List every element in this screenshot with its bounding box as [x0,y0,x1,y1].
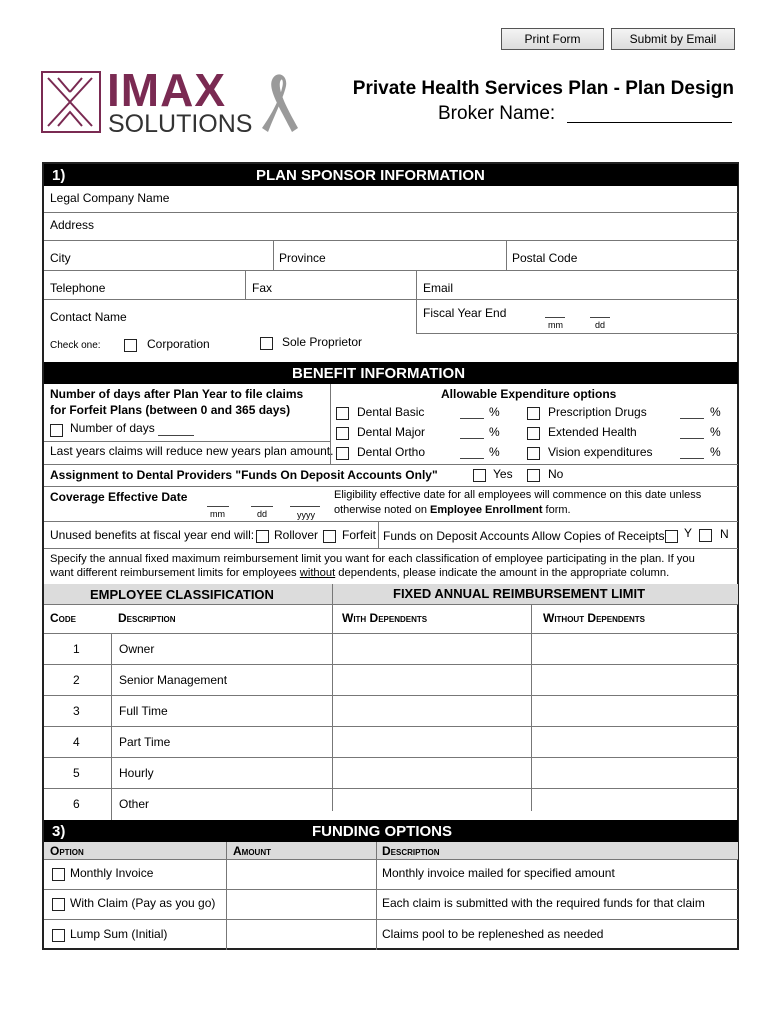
amount-col-header: Amount [233,844,271,858]
fiscal-year-end-label: Fiscal Year End [423,306,507,320]
rollover-label: Rollover [274,528,319,542]
funding-option-checkbox[interactable] [52,929,65,942]
without-dependents-field[interactable] [532,696,737,725]
row-divider [44,919,738,920]
allowable-expenditure-title: Allowable Expenditure options [441,387,617,401]
funding-option-checkbox[interactable] [52,898,65,911]
assignment-no-label: No [548,467,564,481]
prescription-pct-field[interactable] [680,418,704,419]
sole-proprietor-checkbox[interactable] [260,337,273,350]
without-dependents-field[interactable] [532,665,737,694]
extended-pct: % [710,425,721,439]
with-dependents-field[interactable] [333,727,530,756]
dental-ortho-checkbox[interactable] [336,447,349,460]
funding-option-label: Monthly Invoice [70,866,154,880]
dental-major-label: Dental Major [357,425,426,439]
check-one-label: Check one: [50,340,101,351]
fiscal-dd-field[interactable] [590,317,610,318]
broker-name-label: Broker Name: [438,103,556,124]
section3-title: FUNDING OPTIONS [312,823,453,840]
number-of-days-label: Number of days [70,421,155,435]
page-title: Private Health Services Plan - Plan Design [352,78,734,99]
row-code: 4 [73,734,80,749]
funding-amount-field[interactable] [227,860,375,888]
coverage-mm-label: mm [210,509,225,519]
row-divider [44,889,738,890]
section3-number: 3) [52,823,66,840]
number-of-days-field[interactable] [158,435,194,436]
vision-pct: % [710,445,721,459]
funding-option-label: Lump Sum (Initial) [70,926,168,941]
section1-number: 1) [52,167,66,184]
dental-basic-pct-field[interactable] [460,418,484,419]
without-dependents-field[interactable] [532,758,737,787]
telephone-label: Telephone [50,281,106,295]
coverage-dd-label: dd [257,509,268,519]
option-col-header: Option [50,844,84,858]
print-form-button[interactable]: Print Form [501,28,604,50]
fax-label: Fax [252,281,273,295]
dental-basic-pct: % [489,405,500,419]
coverage-date-label: Coverage Effective Date [50,490,188,504]
row-description: Full Time [119,703,168,718]
sole-proprietor-label: Sole Proprietor [282,335,363,349]
dental-basic-checkbox[interactable] [336,407,349,420]
forfeit-checkbox[interactable] [323,530,336,543]
dental-ortho-pct-field[interactable] [460,458,484,459]
extended-pct-field[interactable] [680,438,704,439]
days-to-file-line1: Number of days after Plan Year to file claims [50,387,304,401]
address-label: Address [50,218,95,232]
without-dependents-field[interactable] [532,789,737,819]
copies-no-checkbox[interactable] [699,529,712,542]
email-label: Email [423,281,454,295]
without-dependents-field[interactable] [532,727,737,756]
benefit-title: BENEFIT INFORMATION [292,365,466,382]
province-label: Province [279,251,326,265]
section1-title: PLAN SPONSOR INFORMATION [256,167,485,184]
postal-code-label: Postal Code [512,251,578,265]
corporation-label: Corporation [147,337,210,351]
coverage-yyyy-field[interactable] [290,506,320,507]
dental-major-pct: % [489,425,500,439]
vision-pct-field[interactable] [680,458,704,459]
legal-company-label: Legal Company Name [50,191,170,205]
copies-y-label: Y [684,526,693,540]
contact-name-label: Contact Name [50,310,127,324]
days-to-file-line2: for Forfeit Plans (between 0 and 365 days) [50,403,291,417]
dental-basic-label: Dental Basic [357,405,425,419]
fiscal-mm-field[interactable] [545,317,565,318]
funding-description: Claims pool to be repleneshed as needed [382,926,604,941]
fiscal-mm-label: mm [548,320,563,330]
with-dependents-field[interactable] [333,665,530,694]
coverage-mm-field[interactable] [207,506,229,507]
funding-amount-field[interactable] [227,920,375,949]
with-dependents-field[interactable] [333,758,530,787]
with-dependents-col-header: With Dependents [342,611,428,625]
section3-header [44,820,738,842]
funding-description: Monthly invoice mailed for specified amount [382,866,615,880]
funding-option-checkbox[interactable] [52,868,65,881]
eligibility-line1: Eligibility effective date for all employees will commence on this date unless [334,489,702,501]
logo-sub-text: SOLUTIONS [108,110,253,138]
copies-n-label: N [720,527,729,541]
funds-copies-label: Funds on Deposit Accounts Allow Copies of Receipts [383,529,665,543]
logo-brand-text: IMAX [107,64,226,116]
with-dependents-field[interactable] [333,789,530,819]
eligibility-line2: otherwise noted on Employee Enrollment form. [334,504,571,516]
vision-label: Vision expenditures [548,445,653,459]
funding-option-label: With Claim (Pay as you go) [70,896,216,910]
without-dependents-col-header: Without Dependents [543,611,645,625]
broker-name-field[interactable] [567,122,732,123]
row-description: Part Time [119,734,171,749]
funding-amount-field[interactable] [227,890,375,918]
row-description: Hourly [119,765,154,780]
vision-checkbox[interactable] [527,447,540,460]
fixed-annual-limit-title: FIXED ANNUAL REIMBURSEMENT LIMIT [393,586,646,601]
forfeit-label: Forfeit [342,528,377,542]
row-code: 5 [73,765,80,780]
dental-ortho-label: Dental Ortho [357,445,426,459]
assignment-yes-checkbox[interactable] [473,469,486,482]
rollover-checkbox[interactable] [256,530,269,543]
city-label: City [50,251,71,265]
assignment-no-checkbox[interactable] [527,469,540,482]
funding-description-col-header: Description [382,844,440,858]
employee-classification-title: EMPLOYEE CLASSIFICATION [90,587,274,602]
dental-ortho-pct: % [489,445,500,459]
specify-line1: Specify the annual fixed maximum reimbursement limit you want for each classification of employee participating in the plan. If you [50,553,695,565]
code-col-header: Code [50,611,77,625]
dental-major-pct-field[interactable] [460,438,484,439]
copies-yes-checkbox[interactable] [665,530,678,543]
section1-header [44,164,738,186]
prescription-pct: % [710,405,721,419]
prescription-drugs-label: Prescription Drugs [548,405,647,419]
number-of-days-checkbox[interactable] [50,424,63,437]
coverage-yyyy-label: yyyy [297,510,315,520]
description-col-header: Description [118,611,176,625]
submit-by-email-button[interactable]: Submit by Email [611,28,735,50]
assignment-label: Assignment to Dental Providers "Funds On Deposit Accounts Only" [50,468,438,482]
row-description: Other [119,797,150,811]
dental-major-checkbox[interactable] [336,427,349,440]
row-code: 2 [73,672,80,687]
assignment-yes-label: Yes [493,467,513,481]
with-dependents-field[interactable] [333,696,530,725]
funding-description: Each claim is submitted with the required funds for that claim [382,896,705,910]
benefit-header [44,362,738,384]
row-code: 6 [73,797,80,811]
unused-benefits-label: Unused benefits at fiscal year end will: [50,528,255,542]
specify-line2: want different reimbursement limits for employees without dependents, please indicate the amount in the appropriate column. [50,567,670,579]
row-code: 3 [73,703,80,718]
corporation-checkbox[interactable] [124,339,137,352]
row-description: Owner [119,641,155,656]
with-dependents-field[interactable] [333,634,530,663]
coverage-dd-field[interactable] [251,506,273,507]
row-description: Senior Management [119,672,228,687]
extended-health-label: Extended Health [548,425,637,439]
prescription-drugs-checkbox[interactable] [527,407,540,420]
row-code: 1 [73,641,80,656]
fiscal-dd-label: dd [595,320,606,330]
last-years-claims-label: Last years claims will reduce new years plan amount. [50,444,334,458]
extended-health-checkbox[interactable] [527,427,540,440]
without-dependents-field[interactable] [532,634,737,663]
